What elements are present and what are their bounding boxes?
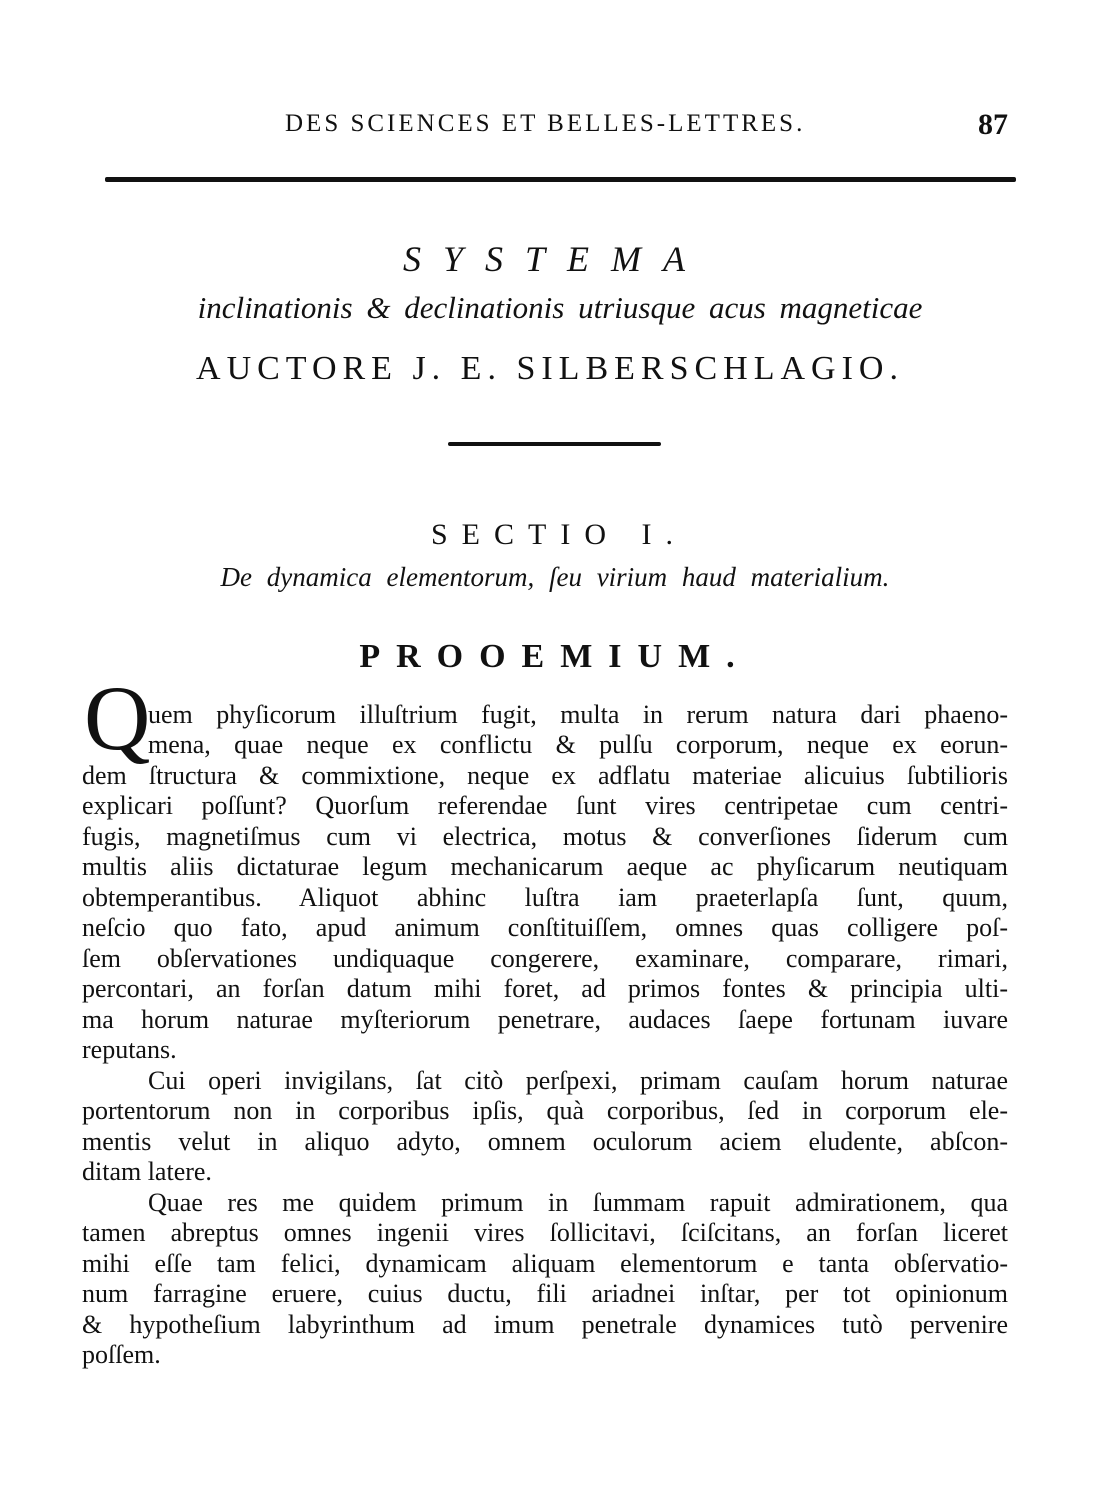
text-line: & hypotheſium labyrinthum ad imum penetrale dynamices tutò pervenire bbox=[82, 1310, 1008, 1339]
drop-cap: Q bbox=[84, 667, 151, 769]
running-header: DES SCIENCES ET BELLES-LETTRES. bbox=[285, 110, 806, 137]
text-line: mentis velut in aliquo adyto, omnem oculorum aciem eludente, abſcon- bbox=[82, 1127, 1008, 1156]
title-divider-rule bbox=[448, 442, 661, 446]
text-line: dem ſtructura & commixtione, neque ex adflatu materiae alicuius ſubtilioris bbox=[82, 761, 1008, 790]
text-line: num farragine eruere, cuius ductu, fili ariadnei inſtar, per tot opinionum bbox=[82, 1279, 1008, 1308]
text-line: portentorum non in corporibus ipſis, quà corporibus, ſed in corporum ele- bbox=[82, 1096, 1008, 1125]
text-line: mena, quae neque ex conflictu & pulſu corporum, neque ex eorun- bbox=[148, 730, 1008, 759]
text-line: mihi eſſe tam felici, dynamicam aliquam elementorum e tanta obſervatio- bbox=[82, 1249, 1008, 1278]
text-line: reputans. bbox=[82, 1035, 177, 1064]
text-line: Quae res me quidem primum in ſummam rapuit admirationem, qua bbox=[148, 1188, 1008, 1217]
text-line: ſem obſervationes undiquaque congerere, examinare, comparare, rimari, bbox=[82, 944, 1008, 973]
text-line: obtemperantibus. Aliquot abhinc luſtra iam praeterlapſa ſunt, quum, bbox=[82, 883, 1008, 912]
text-line: poſſem. bbox=[82, 1340, 161, 1369]
text-line: uem phyſicorum illuſtrium fugit, multa in rerum natura dari phaeno- bbox=[148, 700, 1008, 729]
document-subtitle: inclinationis & declinationis utriusque acus magneticae bbox=[197, 290, 923, 325]
text-line: percontari, an forſan datum mihi foret, ad primos fontes & principia ulti- bbox=[82, 974, 1008, 1003]
section-subtitle: De dynamica elementorum, ſeu virium haud materialium. bbox=[220, 562, 890, 592]
author-line: AUCTORE J. E. SILBERSCHLAGIO. bbox=[196, 350, 904, 387]
proem-title: PROOEMIUM. bbox=[359, 638, 751, 675]
section-title: SECTIO I. bbox=[431, 518, 687, 551]
text-line: Cui operi invigilans, ſat citò perſpexi, primam cauſam horum naturae bbox=[148, 1066, 1008, 1095]
document-title: SYSTEMA bbox=[402, 239, 707, 279]
text-line: multis aliis dictaturae legum mechanicarum aeque ac phyſicarum neutiquam bbox=[82, 852, 1008, 881]
text-line: ditam latere. bbox=[82, 1157, 212, 1186]
text-line: neſcio quo fato, apud animum conſtituiſſem, omnes quas colligere poſ- bbox=[82, 913, 1008, 942]
text-line: explicari poſſunt? Quorſum referendae ſunt vires centripetae cum centri- bbox=[82, 791, 1008, 820]
text-line: fugis, magnetiſmus cum vi electrica, motus & converſiones ſiderum cum bbox=[82, 822, 1008, 851]
header-rule bbox=[105, 177, 1016, 182]
text-line: ma horum naturae myſteriorum penetrare, audaces ſaepe fortunam iuvare bbox=[82, 1005, 1008, 1034]
text-line: tamen abreptus omnes ingenii vires ſollicitavi, ſciſcitans, an forſan liceret bbox=[82, 1218, 1008, 1247]
page-number: 87 bbox=[978, 108, 1008, 141]
